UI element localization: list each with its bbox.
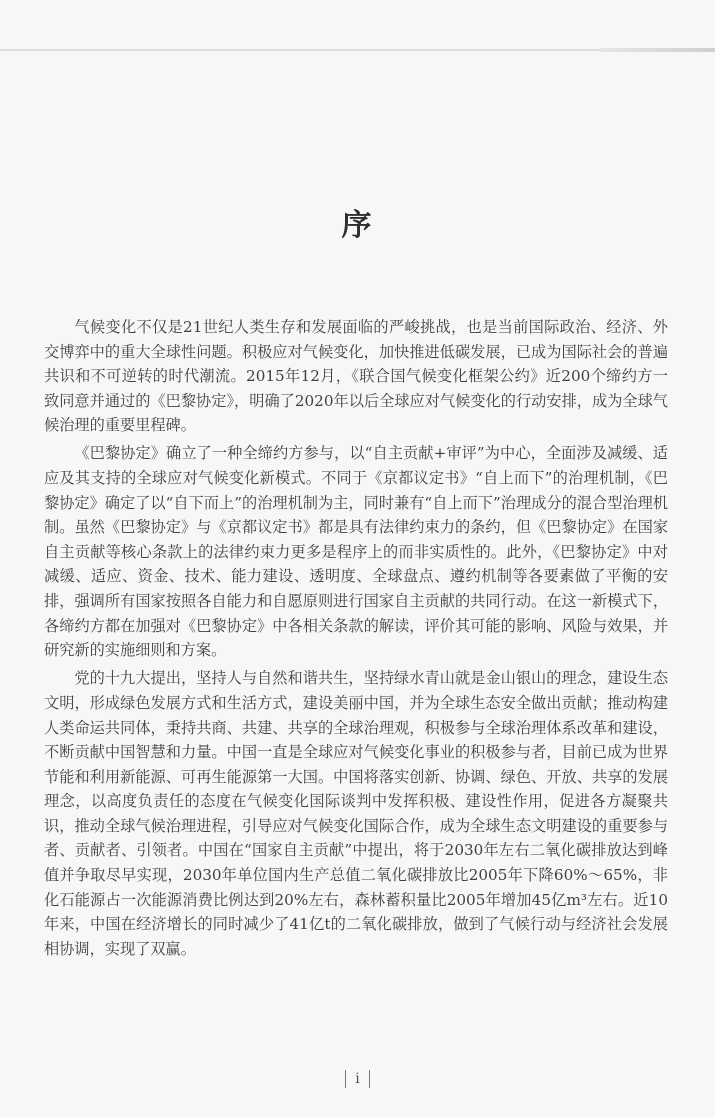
page-number: i	[355, 1071, 360, 1087]
header-rule-accent	[600, 48, 715, 52]
paragraph: 党的十九大提出，坚持人与自然和谐共生，坚持绿水青山就是金山银山的理念，建设生态文明，形成绿色发展方式和生活方式，建设美丽中国，并为全球生态安全做出贡献；推动构建人类命运共同体，秉持共商、共建、共享的全球治理观，积极参与全球治理体系改革和建设，不断贡献中国智慧和力量。中国一直是全球应对气候变化事业的积极参与者，目前已成为世界节能和利用新能源、可再生能源第一大国。中国将落实创新、协调、绿色、开放、共享的发展理念，以高度负责任的态度在气候变化国际谈判中发挥积极、建设性作用，促进各方凝聚共识，推动全球气候治理进程，引导应对气候变化国际合作，成为全球生态文明建设的重要参与者、贡献者、引领者。中国在“国家自主贡献”中提出，将于2030年左右二氧化碳排放达到峰值并争取尽早实现，2030年单位国内生产总值二氧化碳排放比2005年下降60%～65%，非化石能源占一次能源消费比例达到20%左右，森林蓄积量比2005年增加45亿m³左右。近10年来，中国在经济增长的同时减少了41亿t的二氧化碳排放，做到了气候行动与经济社会发展相协调，实现了双赢。	[44, 669, 668, 958]
folio-bar-right	[369, 1070, 370, 1088]
paragraph: 《巴黎协定》确立了一种全缔约方参与，以“自主贡献+审评”为中心，全面涉及减缓、适应及其支持的全球应对气候变化新模式。不同于《京都议定书》“自上而下”的治理机制，《巴黎协定》确定了以“自下而上”的治理机制为主，同时兼有“自上而下”治理成分的混合型治理机制。虽然《巴黎协定》与《京都议定书》都是具有法律约束力的条约，但《巴黎协定》在国家自主贡献等核心条款上的法律约束力更多是程序上的而非实质性的。此外，《巴黎协定》中对减缓、适应、资金、技术、能力建设、透明度、全球盘点、遵约机制等各要素做了平衡的安排，强调所有国家按照各自能力和自愿原则进行国家自主贡献的共同行动。在这一新模式下，各缔约方都在加强对《巴黎协定》中各相关条款的解读，评价其可能的影响、风险与效果，并研究新的实施细则和方案。	[44, 444, 668, 660]
body-text	[44, 315, 668, 965]
page-title: 序	[341, 208, 374, 243]
paragraph: 气候变化不仅是21世纪人类生存和发展面临的严峻挑战，也是当前国际政治、经济、外交博弈中的重大全球性问题。积极应对气候变化，加快推进低碳发展，已成为国际社会的普遍共识和不可逆转的时代潮流。2015年12月，《联合国气候变化框架公约》近200个缔约方一致同意并通过的《巴黎协定》，明确了2020年以后全球应对气候变化的行动安排，成为全球气候治理的重要里程碑。	[44, 318, 668, 435]
page-folio	[0, 1070, 715, 1088]
folio-bar-left	[345, 1070, 346, 1088]
